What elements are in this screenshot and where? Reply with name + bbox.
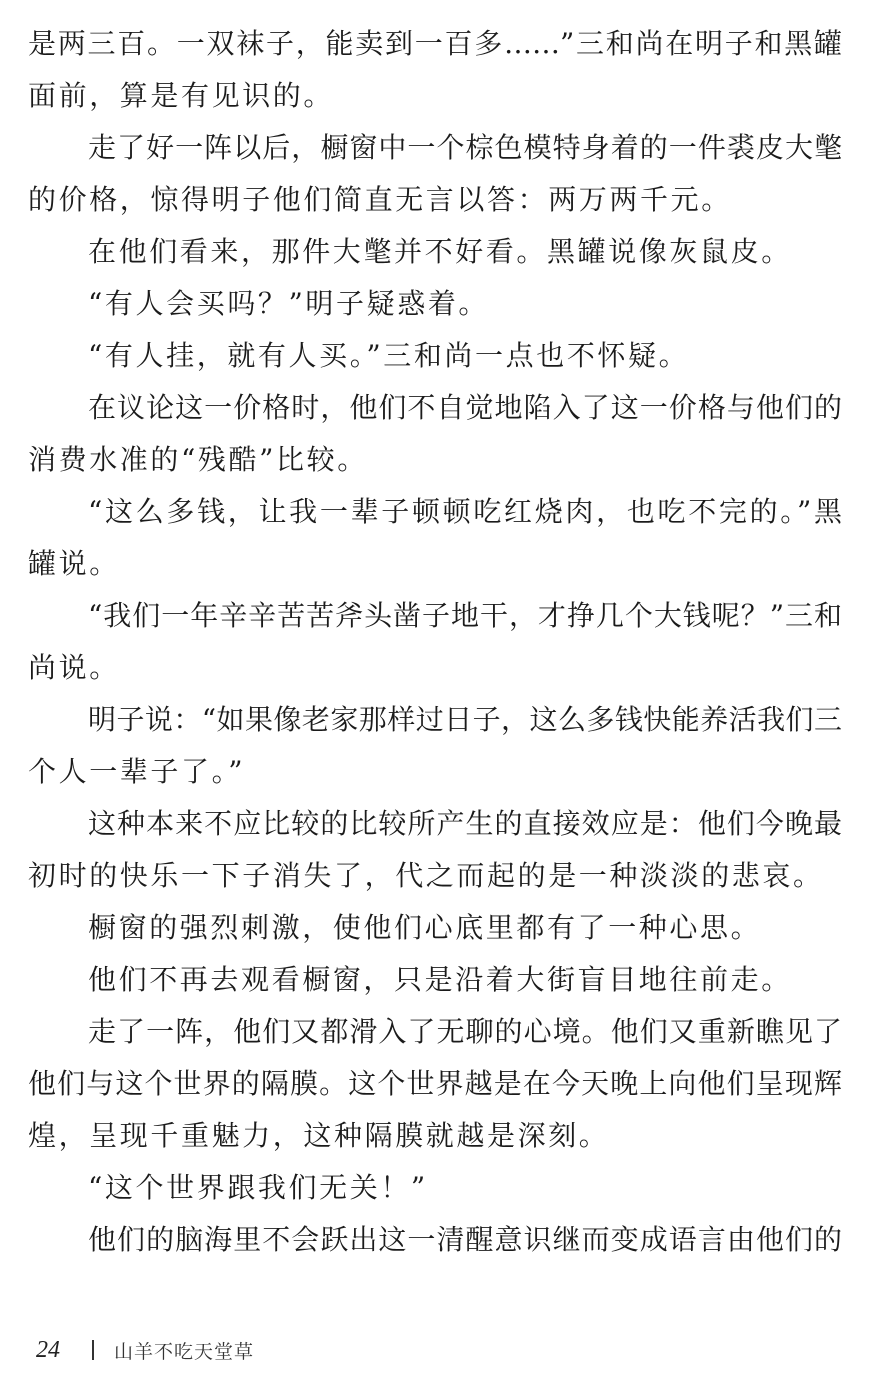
page-body — [28, 18, 842, 1266]
paragraph — [28, 18, 842, 122]
paragraph — [28, 798, 842, 902]
paragraph — [28, 694, 842, 798]
book-title: 山羊不吃天堂草 — [114, 1340, 255, 1363]
paragraph — [28, 226, 842, 278]
paragraph — [28, 590, 842, 694]
page-footer — [36, 1332, 254, 1368]
paragraph — [28, 382, 842, 486]
paragraph — [28, 954, 842, 1006]
paragraph — [28, 902, 842, 954]
paragraph — [28, 122, 842, 226]
text-line: 是两三百。一双袜子，能卖到一百多……”三和尚在明子和黑罐 — [28, 27, 842, 60]
page-number: 24 — [36, 1336, 60, 1363]
text-line: 尚说。 — [28, 651, 120, 684]
text-line: 罐说。 — [28, 547, 120, 580]
text-line: 在他们看来，那件大氅并不好看。黑罐说像灰鼠皮。 — [88, 235, 792, 268]
text-line: “有人挂，就有人买。”三和尚一点也不怀疑。 — [88, 339, 690, 372]
text-line: “有人会买吗？”明子疑惑着。 — [88, 287, 490, 320]
text-line: 走了一阵，他们又都滑入了无聊的心境。他们又重新瞧见了 — [88, 1015, 842, 1048]
paragraph — [28, 1214, 842, 1266]
text-line: “这么多钱，让我一辈子顿顿吃红烧肉，也吃不完的。”黑 — [88, 495, 842, 528]
text-line: 煌，呈现千重魅力，这种隔膜就越是深刻。 — [28, 1119, 610, 1152]
paragraph — [28, 1162, 842, 1214]
text-line: 走了好一阵以后，橱窗中一个棕色模特身着的一件裘皮大氅 — [88, 131, 842, 164]
paragraph — [28, 1006, 842, 1162]
text-line: 的价格，惊得明子他们简直无言以答：两万两千元。 — [28, 183, 732, 216]
text-line: 他们的脑海里不会跃出这一清醒意识继而变成语言由他们的 — [88, 1223, 842, 1256]
text-line: 消费水准的“残酷”比较。 — [28, 443, 368, 476]
paragraph — [28, 486, 842, 590]
text-line: 这种本来不应比较的比较所产生的直接效应是：他们今晚最 — [88, 807, 842, 840]
text-line: 明子说：“如果像老家那样过日子，这么多钱快能养活我们三 — [88, 703, 842, 736]
text-line: “我们一年辛辛苦苦斧头凿子地干，才挣几个大钱呢？”三和 — [88, 599, 842, 632]
text-line: “这个世界跟我们无关！” — [88, 1171, 428, 1204]
text-line: 他们与这个世界的隔膜。这个世界越是在今天晚上向他们呈现辉 — [28, 1067, 842, 1100]
footer-divider — [92, 1340, 94, 1360]
text-line: 他们不再去观看橱窗，只是沿着大街盲目地往前走。 — [88, 963, 792, 996]
text-line: 面前，算是有见识的。 — [28, 79, 335, 112]
paragraph — [28, 330, 842, 382]
text-line: 初时的快乐一下子消失了，代之而起的是一种淡淡的悲哀。 — [28, 859, 824, 892]
paragraph — [28, 278, 842, 330]
text-line: 个人一辈子了。” — [28, 755, 246, 788]
text-line: 橱窗的强烈刺激，使他们心底里都有了一种心思。 — [88, 911, 762, 944]
text-line: 在议论这一价格时，他们不自觉地陷入了这一价格与他们的 — [88, 391, 842, 424]
